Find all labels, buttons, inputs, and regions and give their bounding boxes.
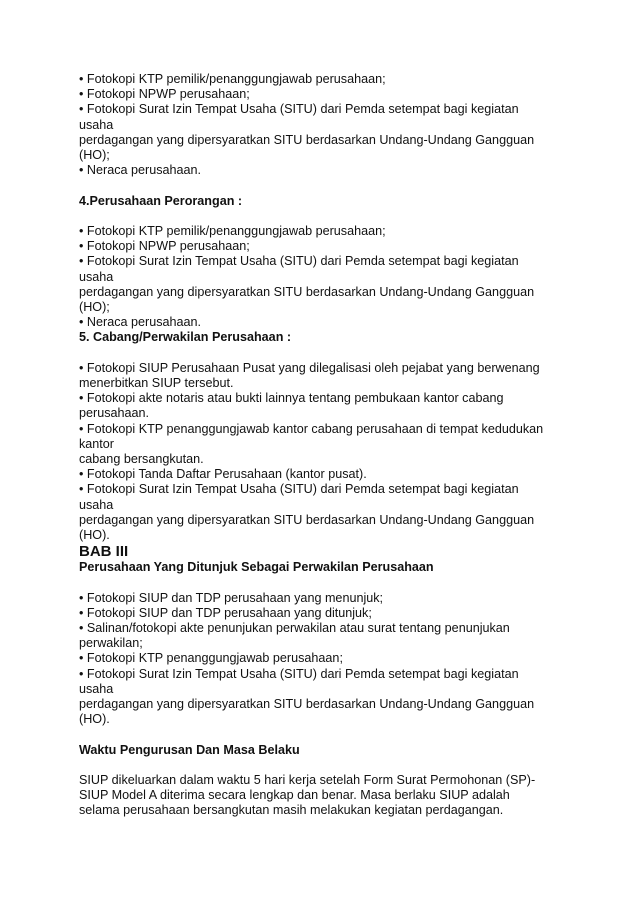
section-4-heading: 4.Perusahaan Perorangan : bbox=[79, 193, 243, 208]
spacer bbox=[79, 178, 579, 193]
section-4-list bbox=[79, 224, 579, 330]
document-page bbox=[79, 72, 579, 819]
waktu-heading: Waktu Pengurusan Dan Masa Belaku bbox=[79, 742, 300, 757]
paragraph-line: SIUP Model A diterima secara lengkap dan benar. Masa berlaku SIUP adalah bbox=[79, 788, 510, 803]
spacer bbox=[79, 209, 579, 224]
list-line: usaha bbox=[79, 681, 114, 696]
list-line: perdagangan yang dipersyaratkan SITU berdasarkan Undang-Undang Gangguan bbox=[79, 697, 535, 712]
list-line: (HO). bbox=[79, 528, 110, 543]
list-line: • Neraca perusahaan. bbox=[79, 315, 202, 330]
list-line: perdagangan yang dipersyaratkan SITU berdasarkan Undang-Undang Gangguan bbox=[79, 284, 535, 299]
list-line: • Neraca perusahaan. bbox=[79, 163, 202, 178]
list-line: usaha bbox=[79, 497, 114, 512]
list-line: (HO); bbox=[79, 148, 110, 163]
section-5-heading: 5. Cabang/Perwakilan Perusahaan : bbox=[79, 330, 292, 345]
list-line: (HO). bbox=[79, 712, 110, 727]
chapter-subtitle: Perusahaan Yang Ditunjuk Sebagai Perwakilan Perusahaan bbox=[79, 560, 434, 575]
list-line: • Salinan/fotokopi akte penunjukan perwakilan atau surat tentang penunjukan bbox=[79, 621, 510, 636]
list-line: • Fotokopi KTP penanggungjawab kantor cabang perusahaan di tempat kedudukan bbox=[79, 421, 544, 436]
list-line: perwakilan; bbox=[79, 636, 143, 651]
spacer bbox=[79, 758, 579, 773]
list-line: • Fotokopi NPWP perusahaan; bbox=[79, 87, 250, 102]
list-line: • Fotokopi SIUP Perusahaan Pusat yang dilegalisasi oleh pejabat yang berwenang bbox=[79, 360, 540, 375]
list-line: (HO); bbox=[79, 300, 110, 315]
spacer bbox=[79, 575, 579, 590]
list-line: • Fotokopi akte notaris atau bukti lainnya tentang pembukaan kantor cabang bbox=[79, 391, 504, 406]
list-line: • Fotokopi Surat Izin Tempat Usaha (SITU) dari Pemda setempat bagi kegiatan bbox=[79, 102, 519, 117]
list-line: • Fotokopi Tanda Daftar Perusahaan (kantor pusat). bbox=[79, 467, 367, 482]
chapter-list bbox=[79, 591, 579, 728]
paragraph-line: SIUP dikeluarkan dalam waktu 5 hari kerja setelah Form Surat Permohonan (SP)- bbox=[79, 773, 536, 788]
list-line: perdagangan yang dipersyaratkan SITU berdasarkan Undang-Undang Gangguan bbox=[79, 132, 535, 147]
paragraph-line: selama perusahaan bersangkutan masih melakukan kegiatan perdagangan. bbox=[79, 803, 504, 818]
list-line: • Fotokopi SIUP dan TDP perusahaan yang menunjuk; bbox=[79, 590, 384, 605]
list-line: cabang bersangkutan. bbox=[79, 452, 204, 467]
list-line: • Fotokopi Surat Izin Tempat Usaha (SITU) dari Pemda setempat bagi kegiatan bbox=[79, 482, 519, 497]
list-line: menerbitkan SIUP tersebut. bbox=[79, 376, 234, 391]
list-line: • Fotokopi Surat Izin Tempat Usaha (SITU) dari Pemda setempat bagi kegiatan bbox=[79, 254, 519, 269]
list-line: usaha bbox=[79, 117, 114, 132]
spacer bbox=[79, 346, 579, 361]
list-line: usaha bbox=[79, 269, 114, 284]
list-line: kantor bbox=[79, 436, 115, 451]
list-line: • Fotokopi NPWP perusahaan; bbox=[79, 239, 250, 254]
section-5-list bbox=[79, 361, 579, 543]
list-line: • Fotokopi KTP pemilik/penanggungjawab perusahaan; bbox=[79, 224, 386, 238]
list-line: perusahaan. bbox=[79, 406, 150, 421]
list-line: perdagangan yang dipersyaratkan SITU berdasarkan Undang-Undang Gangguan bbox=[79, 512, 535, 527]
list-line: • Fotokopi SIUP dan TDP perusahaan yang ditunjuk; bbox=[79, 605, 372, 620]
list-line: • Fotokopi Surat Izin Tempat Usaha (SITU) dari Pemda setempat bagi kegiatan bbox=[79, 666, 519, 681]
chapter-title: BAB III bbox=[79, 543, 129, 561]
spacer bbox=[79, 727, 579, 742]
waktu-paragraph bbox=[79, 773, 579, 819]
section-3-list bbox=[79, 72, 579, 178]
list-line: • Fotokopi KTP penanggungjawab perusahaan; bbox=[79, 651, 343, 666]
list-line: • Fotokopi KTP pemilik/penanggungjawab perusahaan; bbox=[79, 72, 386, 86]
